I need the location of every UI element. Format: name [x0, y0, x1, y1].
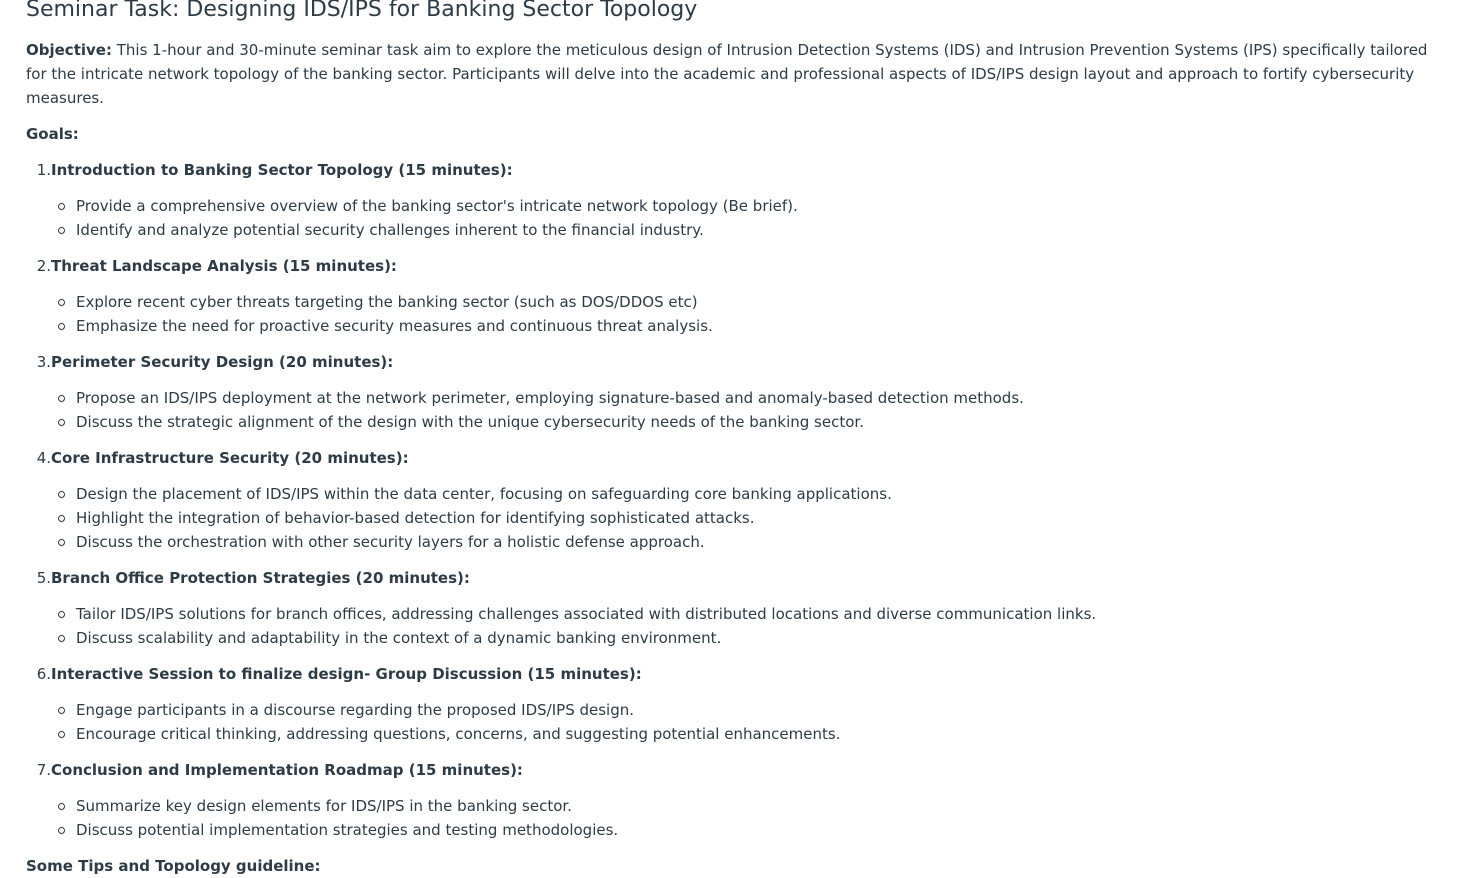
- goal-number-cell: [26, 158, 51, 182]
- goal-item: [26, 350, 1438, 434]
- goal-number: 7.: [36, 761, 51, 779]
- goal-number-cell: [26, 566, 51, 590]
- goal-subitem-text: Engage participants in a discourse regarding the proposed IDS/IPS design.: [76, 701, 635, 719]
- circle-bullet-icon: [26, 482, 76, 506]
- goal-title-row: [26, 158, 1438, 182]
- goal-subitems: [26, 386, 1438, 434]
- circle-bullet-icon: [26, 794, 76, 818]
- goal-title: Threat Landscape Analysis (15 minutes):: [51, 257, 397, 275]
- goal-subitems: [26, 482, 1438, 554]
- goal-title-row: [26, 254, 1438, 278]
- circle-bullet-icon: [26, 818, 76, 842]
- goal-number-cell: [26, 254, 51, 278]
- goal-subitem-text: Discuss the strategic alignment of the design with the unique cybersecurity needs of the banking sector.: [76, 413, 864, 431]
- goal-subitem-text: Discuss scalability and adaptability in the context of a dynamic banking environment.: [76, 629, 722, 647]
- goals-heading: [26, 122, 1438, 146]
- goal-subitems: [26, 794, 1438, 842]
- goal-number: 2.: [36, 257, 51, 275]
- objective-label: Objective:: [26, 41, 112, 59]
- goal-subitem-text: Summarize key design elements for IDS/IPS in the banking sector.: [76, 797, 572, 815]
- goal-title-row: [26, 350, 1438, 374]
- circle-bullet-icon: [26, 626, 76, 650]
- goal-title: Branch Office Protection Strategies (20 minutes):: [51, 569, 470, 587]
- goal-number-cell: [26, 662, 51, 686]
- goal-title: Core Infrastructure Security (20 minutes):: [51, 449, 409, 467]
- tips-heading: Some Tips and Topology guideline:: [26, 857, 321, 875]
- circle-bullet-icon: [26, 194, 76, 218]
- goal-subitem-text: Design the placement of IDS/IPS within the data center, focusing on safeguarding core banking applications.: [76, 485, 892, 503]
- goal-title: Conclusion and Implementation Roadmap (15 minutes):: [51, 761, 523, 779]
- goal-subitem: [26, 386, 1438, 410]
- goal-number-cell: [26, 446, 51, 470]
- circle-bullet-icon: [26, 386, 76, 410]
- goal-subitem: [26, 506, 1438, 530]
- circle-bullet-icon: [26, 530, 76, 554]
- circle-bullet-icon: [26, 602, 76, 626]
- circle-bullet-icon: [26, 410, 76, 434]
- goal-title-row: [26, 662, 1438, 686]
- circle-bullet-icon: [26, 218, 76, 242]
- goal-title-row: [26, 566, 1438, 590]
- goal-subitem-text: Highlight the integration of behavior-based detection for identifying sophisticated attacks.: [76, 509, 755, 527]
- goal-title-row: [26, 446, 1438, 470]
- goal-subitem-text: Discuss potential implementation strategies and testing methodologies.: [76, 821, 619, 839]
- goal-number: 3.: [36, 353, 51, 371]
- goal-subitem: [26, 602, 1438, 626]
- goal-subitem: [26, 290, 1438, 314]
- goal-title: Interactive Session to finalize design- Group Discussion (15 minutes):: [51, 665, 642, 683]
- goal-number-cell: [26, 350, 51, 374]
- goal-subitems: [26, 194, 1438, 242]
- goal-subitem-text: Provide a comprehensive overview of the banking sector's intricate network topology (Be brief).: [76, 197, 798, 215]
- goal-subitems: [26, 602, 1438, 650]
- goal-item: [26, 566, 1438, 650]
- goals-label: Goals:: [26, 125, 79, 143]
- goal-title: Perimeter Security Design (20 minutes):: [51, 353, 394, 371]
- goal-subitem: [26, 698, 1438, 722]
- goal-subitem: [26, 218, 1438, 242]
- objective-text: This 1-hour and 30-minute seminar task aim to explore the meticulous design of Intrusion Detection Systems (IDS) and Intrusion Prevention Systems (IPS) specifically tailored for the intricate network topology of the banking sector. Participants will delve into the academic and professional aspects of IDS/IPS design layout and approach to fortify cybersecurity measures.: [26, 41, 1428, 107]
- goal-subitem-text: Encourage critical thinking, addressing questions, concerns, and suggesting potential enhancements.: [76, 725, 841, 743]
- goal-subitem-text: Tailor IDS/IPS solutions for branch offices, addressing challenges associated with distributed locations and diverse communication links.: [76, 605, 1097, 623]
- goal-subitem: [26, 194, 1438, 218]
- content: [26, 38, 1438, 878]
- goal-subitem: [26, 818, 1438, 842]
- circle-bullet-icon: [26, 722, 76, 746]
- goal-subitem-text: Emphasize the need for proactive security measures and continuous threat analysis.: [76, 317, 713, 335]
- goal-subitem: [26, 626, 1438, 650]
- goal-subitem: [26, 314, 1438, 338]
- circle-bullet-icon: [26, 506, 76, 530]
- goal-number: 1.: [36, 161, 51, 179]
- circle-bullet-icon: [26, 290, 76, 314]
- goal-number-cell: [26, 758, 51, 782]
- goal-item: [26, 158, 1438, 242]
- goal-subitem: [26, 482, 1438, 506]
- goal-subitem-text: Identify and analyze potential security challenges inherent to the financial industry.: [76, 221, 704, 239]
- goal-title: Introduction to Banking Sector Topology (15 minutes):: [51, 161, 513, 179]
- goal-title-row: [26, 758, 1438, 782]
- goal-subitem-text: Propose an IDS/IPS deployment at the network perimeter, employing signature-based and anomaly-based detection methods.: [76, 389, 1024, 407]
- goal-item: [26, 662, 1438, 746]
- goal-subitem-text: Explore recent cyber threats targeting the banking sector (such as DOS/DDOS etc): [76, 293, 698, 311]
- goal-subitem-text: Discuss the orchestration with other security layers for a holistic defense approach.: [76, 533, 705, 551]
- circle-bullet-icon: [26, 314, 76, 338]
- goal-subitems: [26, 698, 1438, 746]
- goal-number: 5.: [36, 569, 51, 587]
- goal-subitems: [26, 290, 1438, 338]
- goal-subitem: [26, 722, 1438, 746]
- goal-number: 6.: [36, 665, 51, 683]
- page-title: Seminar Task: Designing IDS/IPS for Banking Sector Topology: [26, 0, 698, 22]
- goal-subitem: [26, 794, 1438, 818]
- goal-item: [26, 446, 1438, 554]
- goal-item: [26, 254, 1438, 338]
- goal-number: 4.: [36, 449, 51, 467]
- circle-bullet-icon: [26, 698, 76, 722]
- goal-subitem: [26, 410, 1438, 434]
- objective-paragraph: [26, 38, 1438, 110]
- goals-list: [26, 158, 1438, 842]
- goal-item: [26, 758, 1438, 842]
- goal-subitem: [26, 530, 1438, 554]
